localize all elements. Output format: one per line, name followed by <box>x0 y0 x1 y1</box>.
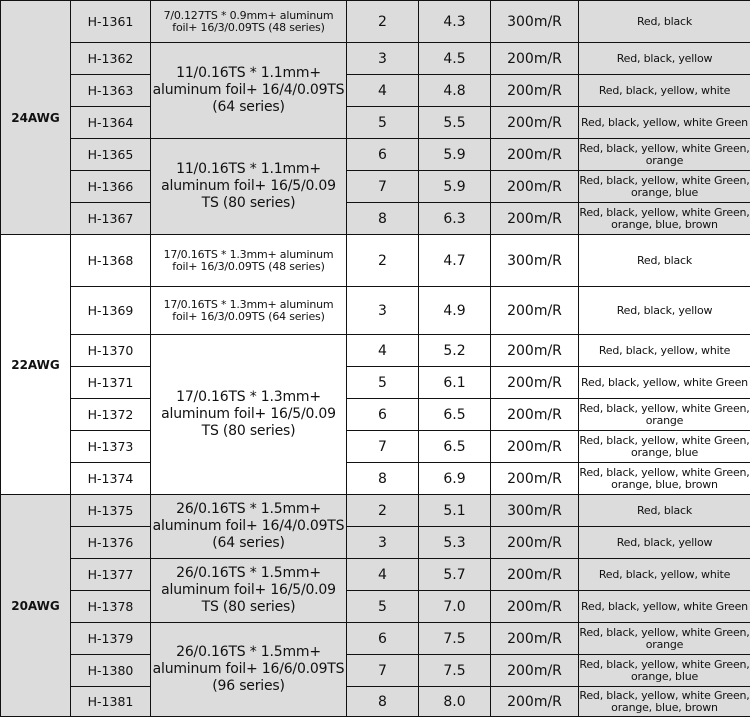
table-row <box>1 655 750 687</box>
table-row <box>1 335 750 367</box>
table-row <box>1 495 750 527</box>
od-cell: 8.0 <box>419 687 491 717</box>
od-cell: 5.7 <box>419 559 491 591</box>
od-cell: 5.9 <box>419 139 491 171</box>
model-cell: H-1379 <box>71 623 151 655</box>
cores-cell: 5 <box>347 107 419 139</box>
pack-cell: 200m/R <box>491 623 579 655</box>
od-cell: 5.5 <box>419 107 491 139</box>
colors-cell: Red, black, yellow, white <box>579 75 750 107</box>
table-row <box>1 687 750 717</box>
colors-cell: Red, black, yellow, white Green <box>579 367 750 399</box>
od-cell: 5.2 <box>419 335 491 367</box>
spec-cell: 11/0.16TS * 1.1mm+ aluminum foil+ 16/5/0.09 TS (80 series) <box>151 139 347 235</box>
cores-cell: 5 <box>347 367 419 399</box>
gauge-cell: 24AWG <box>1 1 71 235</box>
colors-cell: Red, black, yellow, white Green, orange, blue <box>579 171 750 203</box>
od-cell: 4.8 <box>419 75 491 107</box>
table-row <box>1 591 750 623</box>
gauge-cell: 20AWG <box>1 495 71 717</box>
pack-cell: 200m/R <box>491 287 579 335</box>
cores-cell: 3 <box>347 43 419 75</box>
pack-cell: 300m/R <box>491 235 579 287</box>
spec-cell: 26/0.16TS * 1.5mm+ aluminum foil+ 16/6/0.09TS (96 series) <box>151 623 347 717</box>
table-row <box>1 171 750 203</box>
pack-cell: 200m/R <box>491 431 579 463</box>
model-cell: H-1374 <box>71 463 151 495</box>
table-row <box>1 623 750 655</box>
colors-cell: Red, black, yellow, white Green, orange, blue <box>579 431 750 463</box>
pack-cell: 200m/R <box>491 203 579 235</box>
model-cell: H-1361 <box>71 1 151 43</box>
pack-cell: 200m/R <box>491 75 579 107</box>
gauge-cell: 22AWG <box>1 235 71 495</box>
model-cell: H-1362 <box>71 43 151 75</box>
colors-cell: Red, black, yellow, white Green <box>579 107 750 139</box>
cores-cell: 4 <box>347 75 419 107</box>
cores-cell: 8 <box>347 687 419 717</box>
model-cell: H-1380 <box>71 655 151 687</box>
table-row <box>1 43 750 75</box>
od-cell: 5.3 <box>419 527 491 559</box>
od-cell: 5.1 <box>419 495 491 527</box>
model-cell: H-1363 <box>71 75 151 107</box>
model-cell: H-1364 <box>71 107 151 139</box>
colors-cell: Red, black, yellow, white Green, orange, blue <box>579 655 750 687</box>
cores-cell: 3 <box>347 527 419 559</box>
model-cell: H-1372 <box>71 399 151 431</box>
spec-cell: 7/0.127TS * 0.9mm+ aluminum foil+ 16/3/0.09TS (48 series) <box>151 1 347 43</box>
pack-cell: 200m/R <box>491 399 579 431</box>
spec-cell: 17/0.16TS * 1.3mm+ aluminum foil+ 16/3/0.09TS (64 series) <box>151 287 347 335</box>
od-cell: 5.9 <box>419 171 491 203</box>
od-cell: 6.5 <box>419 399 491 431</box>
pack-cell: 200m/R <box>491 335 579 367</box>
table-row <box>1 139 750 171</box>
model-cell: H-1376 <box>71 527 151 559</box>
od-cell: 6.3 <box>419 203 491 235</box>
colors-cell: Red, black, yellow, white Green, orange, blue, brown <box>579 687 750 717</box>
spec-cell: 17/0.16TS * 1.3mm+ aluminum foil+ 16/3/0.09TS (48 series) <box>151 235 347 287</box>
cores-cell: 2 <box>347 235 419 287</box>
colors-cell: Red, black, yellow, white <box>579 335 750 367</box>
cores-cell: 7 <box>347 655 419 687</box>
colors-cell: Red, black <box>579 1 750 43</box>
colors-cell: Red, black, yellow, white Green, orange, blue, brown <box>579 203 750 235</box>
pack-cell: 200m/R <box>491 655 579 687</box>
colors-cell: Red, black, yellow <box>579 527 750 559</box>
model-cell: H-1370 <box>71 335 151 367</box>
pack-cell: 200m/R <box>491 367 579 399</box>
pack-cell: 300m/R <box>491 1 579 43</box>
table-row <box>1 399 750 431</box>
table-row <box>1 235 750 287</box>
od-cell: 7.5 <box>419 655 491 687</box>
od-cell: 4.5 <box>419 43 491 75</box>
spec-cell: 26/0.16TS * 1.5mm+ aluminum foil+ 16/4/0.09TS (64 series) <box>151 495 347 559</box>
colors-cell: Red, black, yellow <box>579 287 750 335</box>
model-cell: H-1367 <box>71 203 151 235</box>
colors-cell: Red, black <box>579 235 750 287</box>
spec-cell: 26/0.16TS * 1.5mm+ aluminum foil+ 16/5/0.09 TS (80 series) <box>151 559 347 623</box>
table-row <box>1 107 750 139</box>
cores-cell: 2 <box>347 1 419 43</box>
cores-cell: 7 <box>347 431 419 463</box>
colors-cell: Red, black, yellow, white Green, orange, blue, brown <box>579 463 750 495</box>
cores-cell: 3 <box>347 287 419 335</box>
colors-cell: Red, black, yellow, white Green, orange <box>579 139 750 171</box>
model-cell: H-1366 <box>71 171 151 203</box>
cores-cell: 8 <box>347 203 419 235</box>
colors-cell: Red, black, yellow, white Green <box>579 591 750 623</box>
pack-cell: 200m/R <box>491 527 579 559</box>
od-cell: 4.7 <box>419 235 491 287</box>
od-cell: 4.3 <box>419 1 491 43</box>
table-row <box>1 527 750 559</box>
table-row <box>1 203 750 235</box>
od-cell: 7.5 <box>419 623 491 655</box>
pack-cell: 200m/R <box>491 687 579 717</box>
colors-cell: Red, black, yellow <box>579 43 750 75</box>
table-row <box>1 463 750 495</box>
model-cell: H-1365 <box>71 139 151 171</box>
table-row <box>1 431 750 463</box>
cores-cell: 5 <box>347 591 419 623</box>
colors-cell: Red, black, yellow, white <box>579 559 750 591</box>
model-cell: H-1373 <box>71 431 151 463</box>
cores-cell: 8 <box>347 463 419 495</box>
table-row <box>1 287 750 335</box>
od-cell: 6.5 <box>419 431 491 463</box>
cores-cell: 7 <box>347 171 419 203</box>
colors-cell: Red, black <box>579 495 750 527</box>
cores-cell: 6 <box>347 399 419 431</box>
cores-cell: 2 <box>347 495 419 527</box>
pack-cell: 200m/R <box>491 171 579 203</box>
cores-cell: 4 <box>347 335 419 367</box>
table-row <box>1 75 750 107</box>
spec-cell: 17/0.16TS * 1.3mm+ aluminum foil+ 16/5/0.09 TS (80 series) <box>151 335 347 495</box>
cores-cell: 4 <box>347 559 419 591</box>
pack-cell: 200m/R <box>491 139 579 171</box>
pack-cell: 200m/R <box>491 559 579 591</box>
pack-cell: 200m/R <box>491 43 579 75</box>
colors-cell: Red, black, yellow, white Green, orange <box>579 399 750 431</box>
table-row <box>1 559 750 591</box>
model-cell: H-1371 <box>71 367 151 399</box>
pack-cell: 200m/R <box>491 107 579 139</box>
spec-cell: 11/0.16TS * 1.1mm+ aluminum foil+ 16/4/0.09TS (64 series) <box>151 43 347 139</box>
model-cell: H-1381 <box>71 687 151 717</box>
od-cell: 6.1 <box>419 367 491 399</box>
pack-cell: 200m/R <box>491 463 579 495</box>
cores-cell: 6 <box>347 139 419 171</box>
table-row <box>1 367 750 399</box>
cores-cell: 6 <box>347 623 419 655</box>
model-cell: H-1375 <box>71 495 151 527</box>
pack-cell: 300m/R <box>491 495 579 527</box>
table-row <box>1 1 750 43</box>
pack-cell: 200m/R <box>491 591 579 623</box>
od-cell: 6.9 <box>419 463 491 495</box>
od-cell: 7.0 <box>419 591 491 623</box>
od-cell: 4.9 <box>419 287 491 335</box>
model-cell: H-1378 <box>71 591 151 623</box>
model-cell: H-1368 <box>71 235 151 287</box>
colors-cell: Red, black, yellow, white Green, orange <box>579 623 750 655</box>
model-cell: H-1369 <box>71 287 151 335</box>
model-cell: H-1377 <box>71 559 151 591</box>
